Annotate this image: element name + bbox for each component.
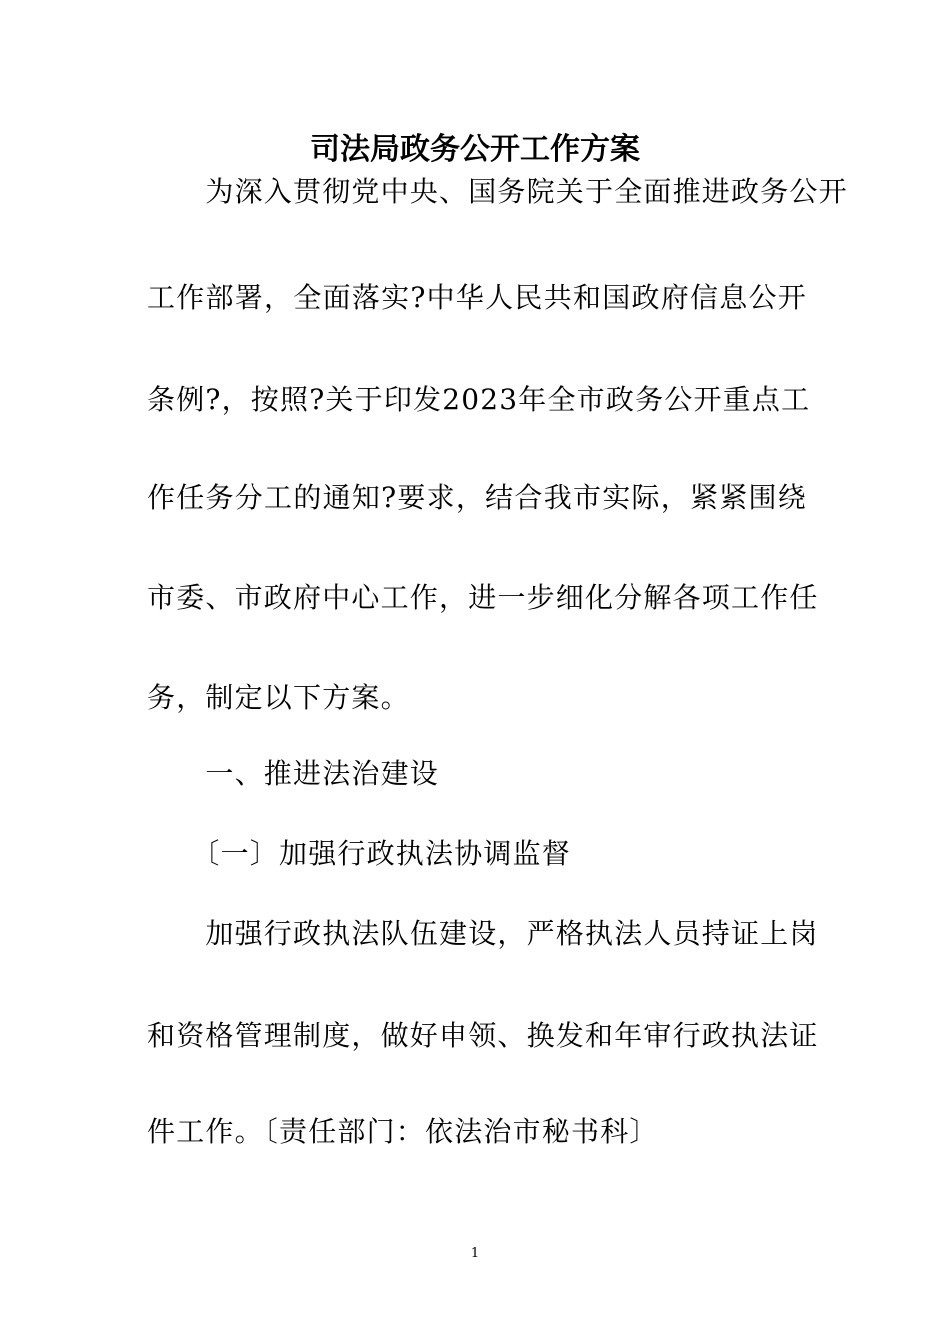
- subsection-heading-1: 〔一〕加强行政执法协调监督: [147, 837, 572, 870]
- body-line-2: 工作部署，全面落实?中华人民共和国政府信息公开: [147, 281, 807, 314]
- page-number: 1: [470, 1246, 480, 1261]
- body-line-8: 和资格管理制度，做好申领、换发和年审行政执法证: [147, 1019, 819, 1052]
- body-line-9: 件工作。〔责任部门：依法治市秘书科〕: [147, 1115, 659, 1148]
- body-line-3: 条例?，按照?关于印发2023年全市政务公开重点工: [147, 383, 811, 416]
- document-title: 司法局政务公开工作方案: [310, 132, 640, 167]
- body-line-1: 为深入贯彻党中央、国务院关于全面推进政务公开: [147, 175, 848, 208]
- section-heading-1: 一、推进法治建设: [147, 757, 440, 790]
- body-line-6: 务，制定以下方案。: [147, 681, 410, 714]
- body-line-7: 加强行政执法队伍建设，严格执法人员持证上岗: [147, 917, 819, 950]
- body-line-5: 市委、市政府中心工作，进一步细化分解各项工作任: [147, 581, 819, 614]
- body-line-4: 作任务分工的通知?要求，结合我市实际，紧紧围绕: [147, 481, 807, 514]
